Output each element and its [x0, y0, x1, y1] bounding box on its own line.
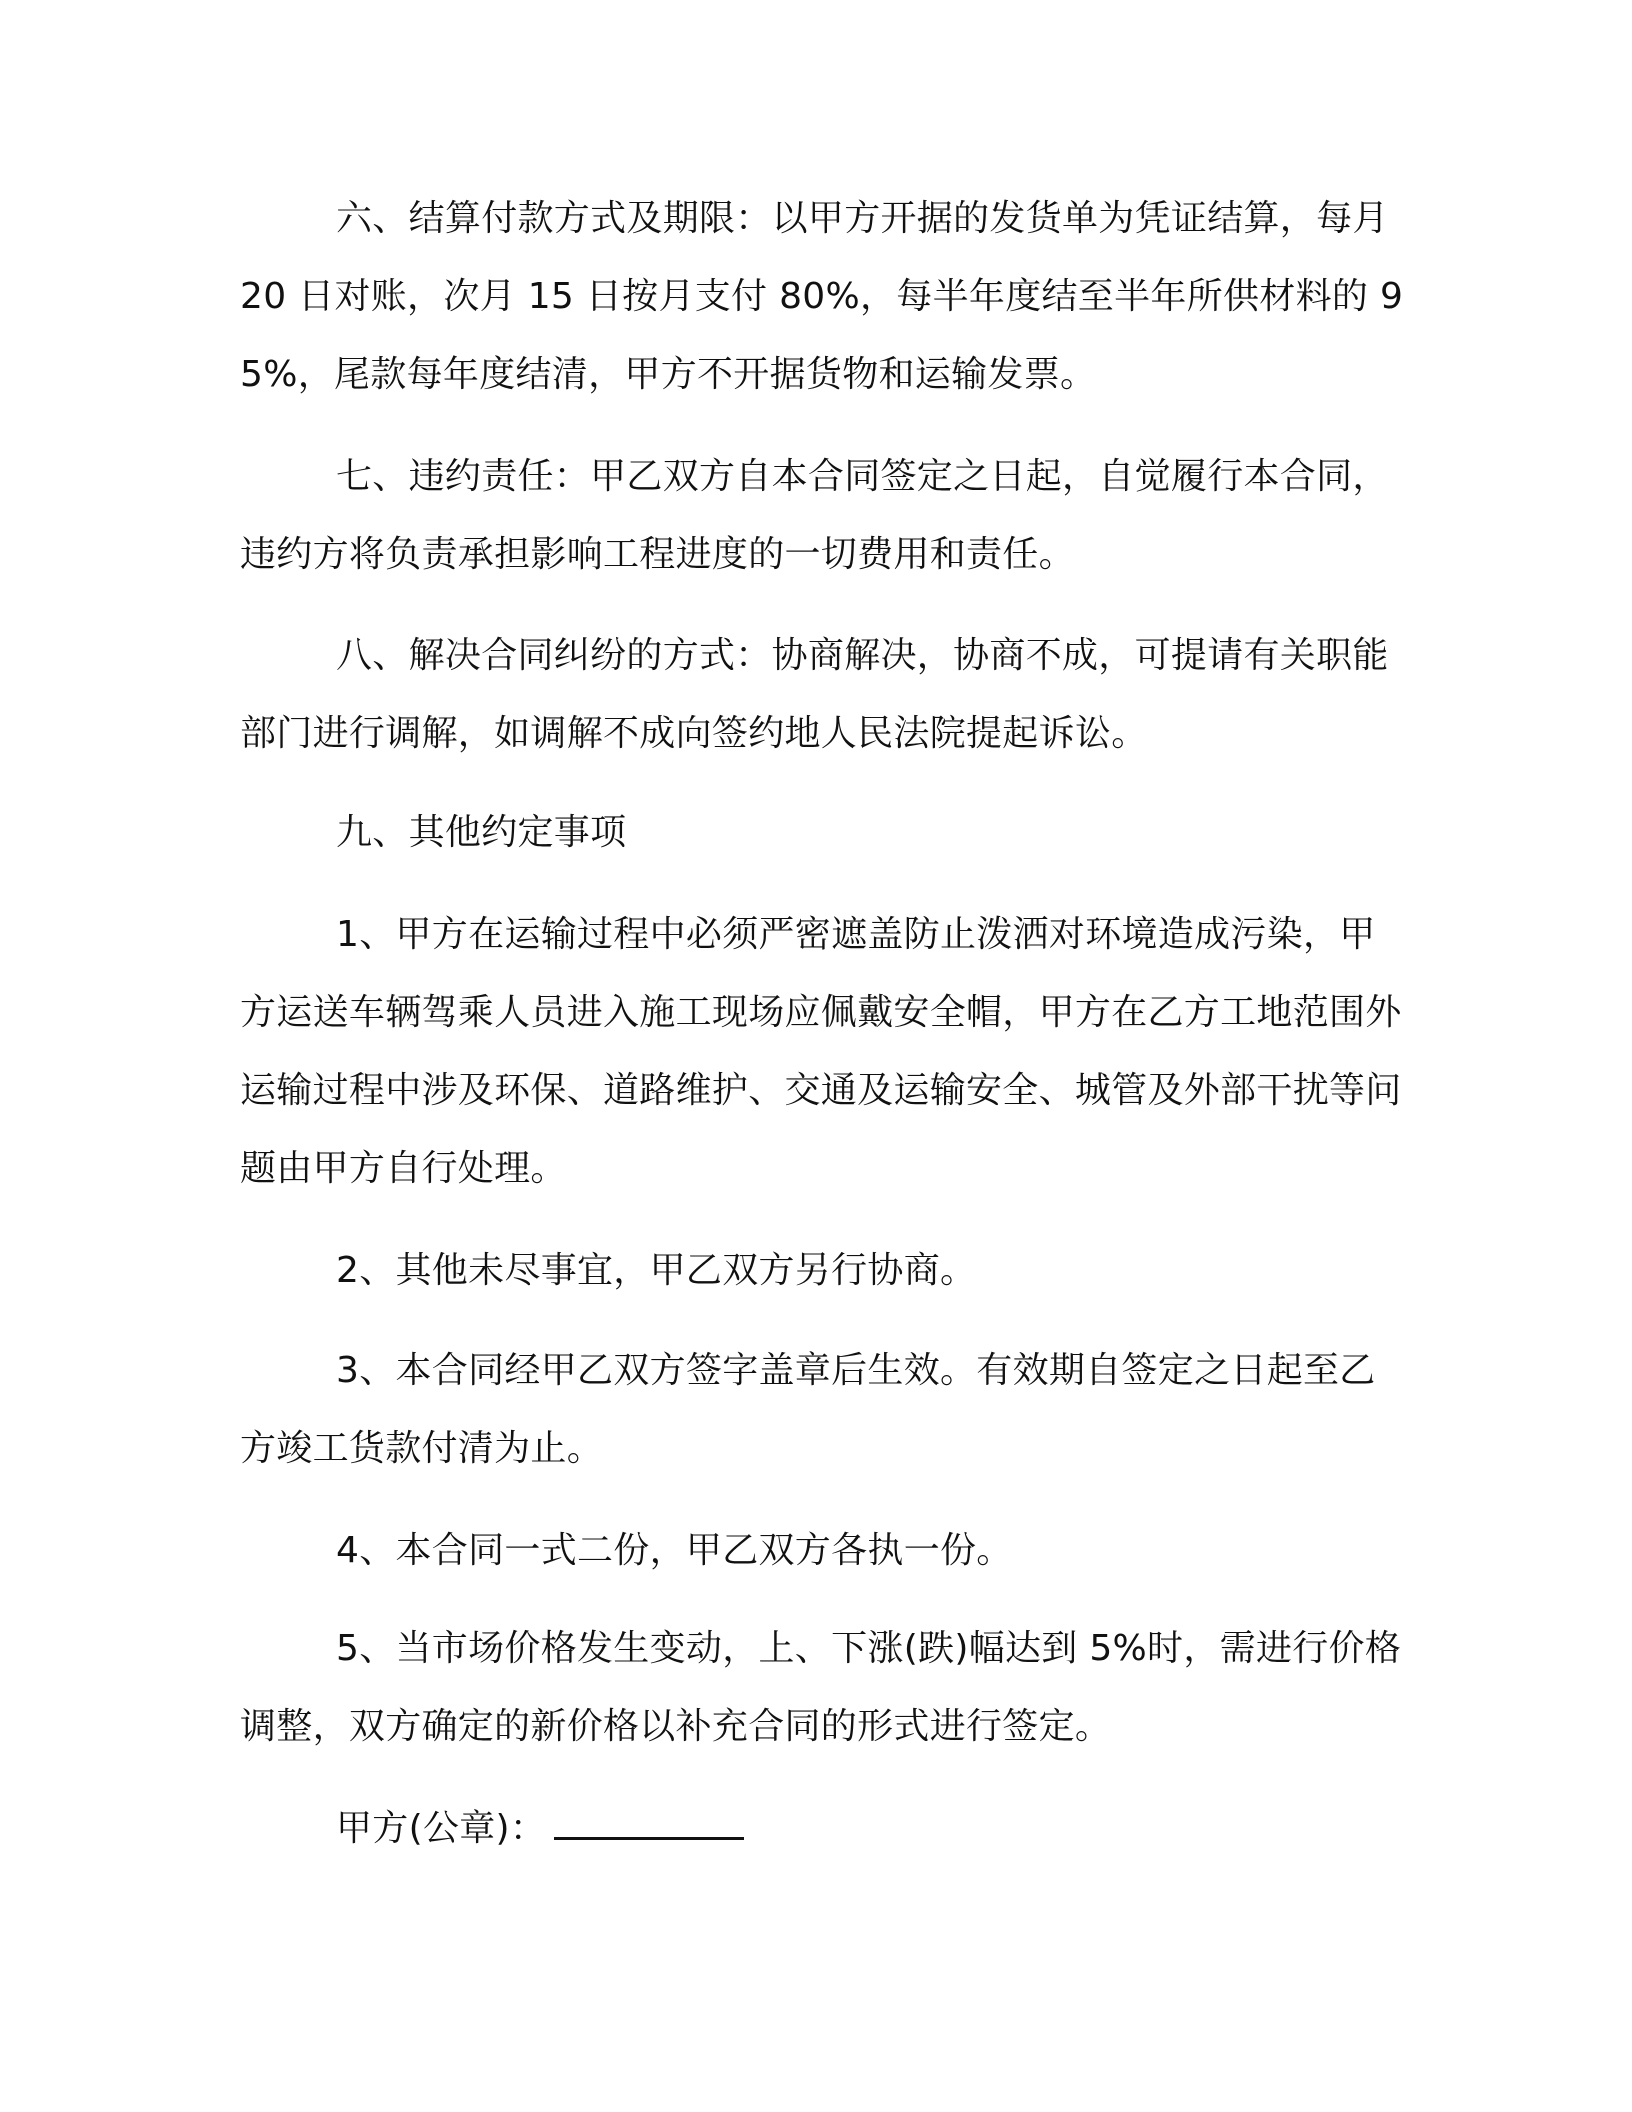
- clause-9-item-5: 5、当市场价格发生变动，上、下涨(跌)幅达到 5%时，需进行价格调整，双方确定的新价格以补充合同的形式进行签定。: [240, 1628, 1402, 1747]
- signature-line-party-a: [240, 1790, 1405, 1868]
- clause-9-item-3: 3、本合同经甲乙双方签字盖章后生效。有效期自签定之日起至乙方竣工货款付清为止。: [240, 1350, 1376, 1469]
- signature-label: 甲方(公章)：: [336, 1808, 547, 1849]
- clause-9-item-4: 4、本合同一式二份，甲乙双方各执一份。: [336, 1530, 1013, 1571]
- clause-9-item-2: 2、其他未尽事宜，甲乙双方另行协商。: [336, 1250, 977, 1291]
- clause-7-liability: 七、违约责任：甲乙双方自本合同签定之日起，自觉履行本合同，违约方将负责承担影响工程进度的一切费用和责任。: [240, 456, 1389, 575]
- signature-blank: [554, 1833, 744, 1840]
- clause-9-heading: 九、其他约定事项: [336, 812, 627, 853]
- clause-9-item-1: 1、甲方在运输过程中必须严密遮盖防止泼洒对环境造成污染，甲方运送车辆驾乘人员进入施工现场应佩戴安全帽，甲方在乙方工地范围外运输过程中涉及环保、道路维护、交通及运输安全、城管及外部干扰等问题由甲方自行处理。: [240, 914, 1402, 1189]
- clause-6-settlement: 六、结算付款方式及期限：以甲方开据的发货单为凭证结算，每月 20 日对账，次月 15 日按月支付 80%，每半年度结至半年所供材料的 95%，尾款每年度结清，甲方不开据货物和运输发票。: [240, 198, 1404, 395]
- clause-8-disputes: 八、解决合同纠纷的方式：协商解决，协商不成，可提请有关职能部门进行调解，如调解不成向签约地人民法院提起诉讼。: [240, 635, 1389, 754]
